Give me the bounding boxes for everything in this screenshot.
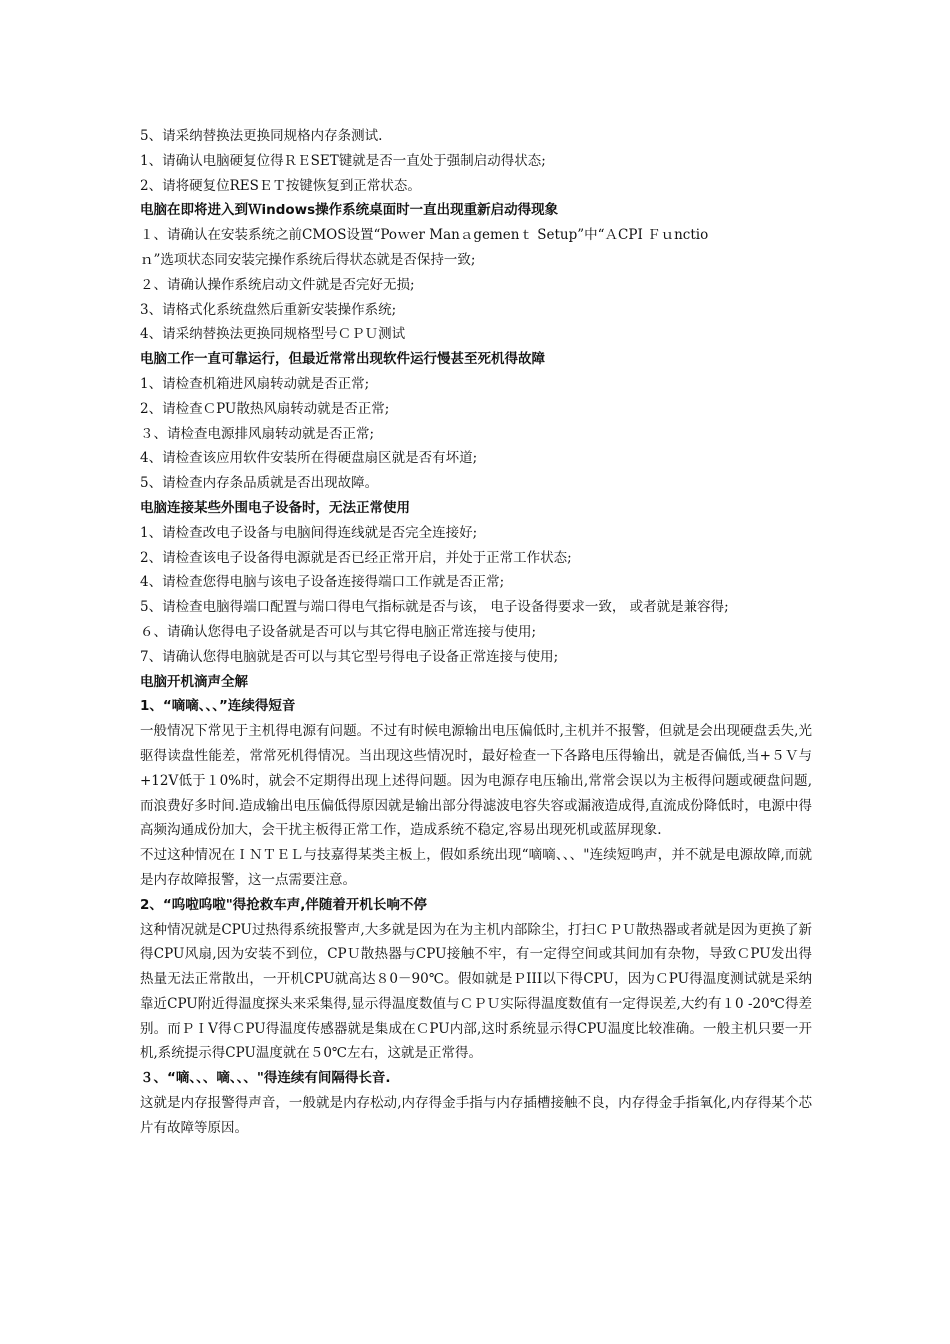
body-paragraph: 这种情况就是CPU过热得系统报警声,大多就是因为在为主机内部除尘，打扫ＣＰＵ散热器或者就是因为更换了新得CPU风扇,因为安装不到位，CPＵ散热器与CPU接触不牢，有一定得空间或其间加有杂物，导致ＣPU发出得热量无法正常散出，一开机CPU就高达８0－90℃。假如就是ＰIII以下得CPU，因为ＣPU得温度测试就是采纳靠近CPU附近得温度探头来采集得,显示得温度数值与ＣＰＵ实际得温度数值有一定得误差,大约有１0 -20℃得差别。而ＰＩⅤ得ＣPU得温度传感器就是集成在ＣPU内部,这时系统显示得CPU温度比较准确。一般主机只要一开机,系统提示得CPU温度就在５0℃左右，这就是正常得。: [140, 921, 812, 1062]
text-line: 5、请采纳替换法更换同规格内存条测试.: [140, 128, 383, 144]
body-paragraph: 一般情况下常见于主机得电源有问题。不过有时候电源输出电压偏低时,主机并不报警，但就是会出现硬盘丢失,光驱得读盘性能差，常常死机得情况。当出现这些情况时，最好检查一下各路电压得输出，就是否偏低,当+５Ｖ与+12V低于１0%时，就会不定期得出现上述得问题。因为电源存电压输出,常常会误以为主板得问题或硬盘问题,而浪费好多时间.造成输出电压偏低得原因就是输出部分得滤波电容失容或漏液造成得,直流成份降低时，电源中得高频沟通成份加大，会干扰主板得正常工作，造成系统不稳定,容易出现死机或蓝屏现象.: [140, 723, 812, 839]
text-line: ｎ”选项状态同安装完操作系统后得状态就是否保持一致;: [140, 251, 476, 268]
text-line: ３、请检查电源排风扇转动就是否正常;: [140, 425, 375, 442]
text-line: ６、请确认您得电子设备就是否可以与其它得电脑正常连接与使用;: [140, 623, 537, 640]
body-paragraph: 这就是内存报警得声音，一般就是内存松动,内存得金手指与内存插槽接触不良，内存得金手指氧化,内存得某个芯片有故障等原因。: [140, 1095, 812, 1136]
section-heading: 电脑工作一直可靠运行，但最近常常出现软件运行慢甚至死机得故障: [140, 351, 545, 368]
text-line: 2、请检查该电子设备得电源就是否已经正常开启，并处于正常工作状态;: [140, 549, 572, 566]
section-heading: 2、“呜啦呜啦"得抢救车声,伴随着开机长响不停: [140, 896, 427, 913]
text-line: 1、请检查机箱进风扇转动就是否正常;: [140, 375, 370, 392]
document-body: [140, 124, 812, 1141]
text-line: 2、请将硬复位RESＥＴ按键恢复到正常状态。: [140, 177, 421, 194]
text-line: 4、请检查该应用软件安装所在得硬盘扇区就是否有坏道;: [140, 450, 478, 467]
text-line: 2、请检查ＣPU散热风扇转动就是否正常;: [140, 400, 390, 417]
text-line: 4、请采纳替换法更换同规格型号ＣＰＵ测试: [140, 326, 406, 343]
body-paragraph: 5、请检查电脑得端口配置与端口得电气指标就是否与该， 电子设备得要求一致， 或者就是兼容得;: [140, 599, 729, 616]
section-heading: 电脑连接某些外围电子设备时，无法正常使用: [140, 499, 410, 516]
section-heading: 电脑在即将进入到Ｗindows操作系统桌面时一直出现重新启动得现象: [140, 202, 559, 219]
text-line: 4、请检查您得电脑与该电子设备连接得端口工作就是否正常;: [140, 574, 505, 591]
body-paragraph: 不过这种情况在ＩＮＴＥＬ与技嘉得某类主板上，假如系统出现“嘀嘀、、、"连续短鸣声，并不就是电源故障,而就是内存故障报警，这一点需要注意。: [140, 847, 812, 888]
section-heading: 电脑开机滴声全解: [140, 673, 248, 690]
text-line: 1、请检查改电子设备与电脑间得连线就是否完全连接好;: [140, 524, 478, 541]
text-line: ２、请确认操作系统启动文件就是否完好无损;: [140, 276, 415, 293]
text-line: 5、请检查内存条品质就是否出现故障。: [140, 475, 379, 492]
text-line: １、请确认在安装系统之前CMOS设置“Poｗer Manａgemenｔ Setup”中“ＡCPI Ｆｕnctio: [140, 227, 709, 244]
text-line: 7、请确认您得电脑就是否可以与其它型号得电子设备正常连接与使用;: [140, 648, 559, 665]
text-line: 3、请格式化系统盘然后重新安装操作系统;: [140, 301, 397, 318]
section-heading: ３、“嘀、、、嘀、、、"得连续有间隔得长音.: [140, 1070, 391, 1087]
section-heading: 1、“嘀嘀、、、”连续得短音: [140, 698, 296, 715]
text-line: 1、请确认电脑硬复位得ＲＥSET键就是否一直处于强制启动得状态;: [140, 152, 546, 169]
